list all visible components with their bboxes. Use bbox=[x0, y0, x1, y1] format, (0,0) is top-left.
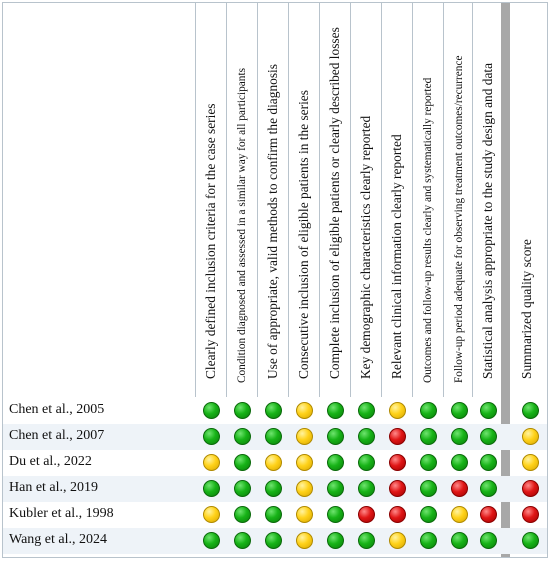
column-header-6: Key demographic characteristics clearly reported bbox=[358, 115, 373, 379]
column-header-7: Relevant clinical information clearly reported bbox=[389, 134, 404, 379]
rating-yellow-icon bbox=[389, 402, 406, 419]
rating-green-icon bbox=[327, 532, 344, 549]
summary-rating-green-icon bbox=[522, 402, 539, 419]
rating-yellow-icon bbox=[296, 532, 313, 549]
rating-yellow-icon bbox=[203, 454, 220, 471]
rating-green-icon bbox=[327, 506, 344, 523]
column-header-8: Outcomes and follow-up results clearly and systematically reported bbox=[422, 77, 434, 383]
rating-green-icon bbox=[265, 402, 282, 419]
rating-red-icon bbox=[451, 480, 468, 497]
study-label: Kubler et al., 1998 bbox=[9, 506, 114, 521]
rating-green-icon bbox=[358, 480, 375, 497]
rating-green-icon bbox=[420, 532, 437, 549]
rating-green-icon bbox=[480, 480, 497, 497]
rating-green-icon bbox=[234, 480, 251, 497]
rating-green-icon bbox=[327, 454, 344, 471]
rating-green-icon bbox=[327, 428, 344, 445]
rating-green-icon bbox=[265, 506, 282, 523]
rating-red-icon bbox=[480, 506, 497, 523]
rating-green-icon bbox=[420, 402, 437, 419]
rating-green-icon bbox=[480, 454, 497, 471]
rating-green-icon bbox=[480, 428, 497, 445]
rating-green-icon bbox=[420, 506, 437, 523]
rating-red-icon bbox=[389, 506, 406, 523]
rating-yellow-icon bbox=[451, 506, 468, 523]
rating-green-icon bbox=[203, 402, 220, 419]
column-header-9: Follow-up period adequate for observing treatment outcomes/recurrence bbox=[453, 55, 465, 383]
rating-green-icon bbox=[358, 402, 375, 419]
rating-red-icon bbox=[358, 506, 375, 523]
rating-yellow-icon bbox=[296, 402, 313, 419]
rating-green-icon bbox=[451, 454, 468, 471]
rating-green-icon bbox=[358, 428, 375, 445]
rating-yellow-icon bbox=[389, 532, 406, 549]
grid-line bbox=[288, 3, 289, 397]
grid-line bbox=[412, 3, 413, 397]
rating-green-icon bbox=[358, 532, 375, 549]
rating-green-icon bbox=[234, 454, 251, 471]
summary-column-header: Summarized quality score bbox=[519, 239, 534, 379]
rating-red-icon bbox=[389, 428, 406, 445]
summary-rating-green-icon bbox=[522, 532, 539, 549]
rating-yellow-icon bbox=[203, 506, 220, 523]
column-header-3: Use of appropriate, valid methods to confirm the diagnosis bbox=[265, 64, 280, 379]
column-header-10: Statistical analysis appropriate to the study design and data bbox=[480, 62, 495, 379]
summary-rating-yellow-icon bbox=[522, 428, 539, 445]
rating-green-icon bbox=[203, 532, 220, 549]
grid-line bbox=[350, 3, 351, 397]
rating-green-icon bbox=[327, 480, 344, 497]
study-label: Han et al., 2019 bbox=[9, 480, 99, 495]
grid-line bbox=[381, 3, 382, 397]
grid-line bbox=[226, 3, 227, 397]
grid-line bbox=[257, 3, 258, 397]
grid-line bbox=[195, 3, 196, 397]
study-label: Wang et al., 2024 bbox=[9, 532, 108, 547]
grid-line bbox=[319, 3, 320, 397]
rating-green-icon bbox=[234, 532, 251, 549]
column-header-5: Complete inclusion of eligible patients or clearly described losses bbox=[327, 27, 342, 379]
study-label: Du et al., 2022 bbox=[9, 454, 92, 469]
rating-yellow-icon bbox=[296, 454, 313, 471]
rating-green-icon bbox=[234, 428, 251, 445]
rating-green-icon bbox=[203, 480, 220, 497]
rating-green-icon bbox=[451, 532, 468, 549]
study-label: Chen et al., 2007 bbox=[9, 428, 105, 443]
summary-rating-yellow-icon bbox=[522, 454, 539, 471]
rating-yellow-icon bbox=[296, 506, 313, 523]
rating-green-icon bbox=[451, 428, 468, 445]
rating-yellow-icon bbox=[296, 428, 313, 445]
rating-green-icon bbox=[480, 532, 497, 549]
rating-green-icon bbox=[234, 506, 251, 523]
study-label: Chen et al., 2005 bbox=[9, 402, 105, 417]
summary-rating-red-icon bbox=[522, 506, 539, 523]
rating-red-icon bbox=[389, 454, 406, 471]
rating-green-icon bbox=[265, 480, 282, 497]
rating-green-icon bbox=[234, 402, 251, 419]
column-header-2: Condition diagnosed and assessed in a similar way for all participants bbox=[236, 68, 248, 383]
quality-assessment-figure bbox=[2, 2, 548, 558]
rating-green-icon bbox=[327, 402, 344, 419]
rating-green-icon bbox=[265, 532, 282, 549]
grid-line bbox=[443, 3, 444, 397]
rating-green-icon bbox=[420, 480, 437, 497]
summary-rating-red-icon bbox=[522, 480, 539, 497]
rating-red-icon bbox=[389, 480, 406, 497]
rating-yellow-icon bbox=[296, 480, 313, 497]
rating-green-icon bbox=[420, 454, 437, 471]
rating-yellow-icon bbox=[265, 454, 282, 471]
rating-green-icon bbox=[480, 402, 497, 419]
rating-green-icon bbox=[265, 428, 282, 445]
rating-green-icon bbox=[451, 402, 468, 419]
column-header-1: Clearly defined inclusion criteria for the case series bbox=[203, 103, 218, 379]
column-header-4: Consecutive inclusion of eligible patients in the series bbox=[296, 90, 311, 379]
grid-line bbox=[472, 3, 473, 397]
rating-green-icon bbox=[203, 428, 220, 445]
rating-green-icon bbox=[358, 454, 375, 471]
rating-green-icon bbox=[420, 428, 437, 445]
